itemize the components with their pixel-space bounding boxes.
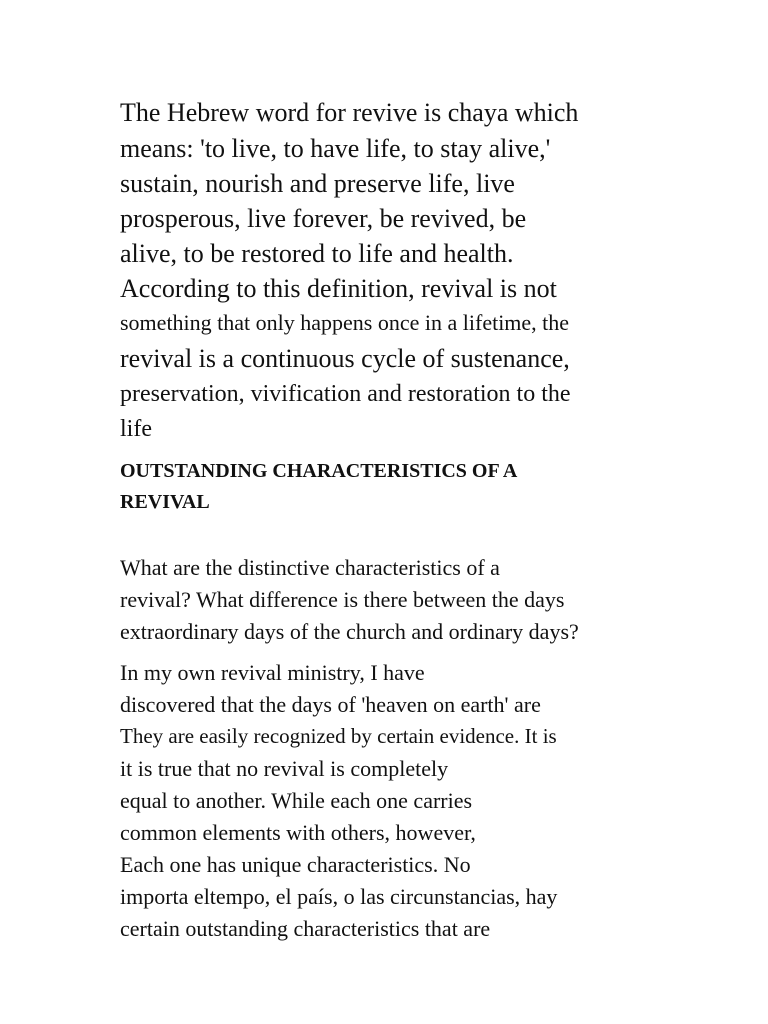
- text-line: common elements with others, however,: [120, 820, 476, 845]
- text-line: means: 'to live, to have life, to stay alive,': [120, 134, 551, 163]
- text-line: preservation, vivification and restoration to the: [120, 381, 571, 407]
- text-line: equal to another. While each one carries: [120, 788, 473, 813]
- text-line: importa eltempo, el país, o las circunstancias, hay: [120, 884, 558, 909]
- text-line: In my own revival ministry, I have: [120, 660, 425, 685]
- text-line: it is true that no revival is completely: [120, 756, 449, 781]
- text-line: revival is a continuous cycle of sustenance,: [120, 344, 570, 373]
- text-line: extraordinary days of the church and ordinary days?: [120, 619, 579, 644]
- text-line: certain outstanding characteristics that are: [120, 916, 491, 941]
- text-line: revival? What difference is there between the days: [120, 587, 565, 612]
- text-line: They are easily recognized by certain evidence. It is: [120, 724, 557, 748]
- text-line: alive, to be restored to life and health.: [120, 239, 514, 268]
- text-line: Each one has unique characteristics. No: [120, 852, 471, 877]
- text-line: According to this definition, revival is not: [120, 274, 557, 303]
- text-line: prosperous, live forever, be revived, be: [120, 204, 527, 233]
- heading-line: OUTSTANDING CHARACTERISTICS OF A: [120, 460, 518, 482]
- text-line: The Hebrew word for revive is chaya which: [120, 98, 579, 127]
- heading-line: REVIVAL: [120, 491, 210, 513]
- text-line: discovered that the days of 'heaven on earth' are: [120, 692, 541, 717]
- text-line: What are the distinctive characteristics of a: [120, 555, 500, 580]
- text-line: life: [120, 416, 152, 442]
- text-line: something that only happens once in a lifetime, the: [120, 310, 570, 335]
- text-line: sustain, nourish and preserve life, live: [120, 169, 515, 198]
